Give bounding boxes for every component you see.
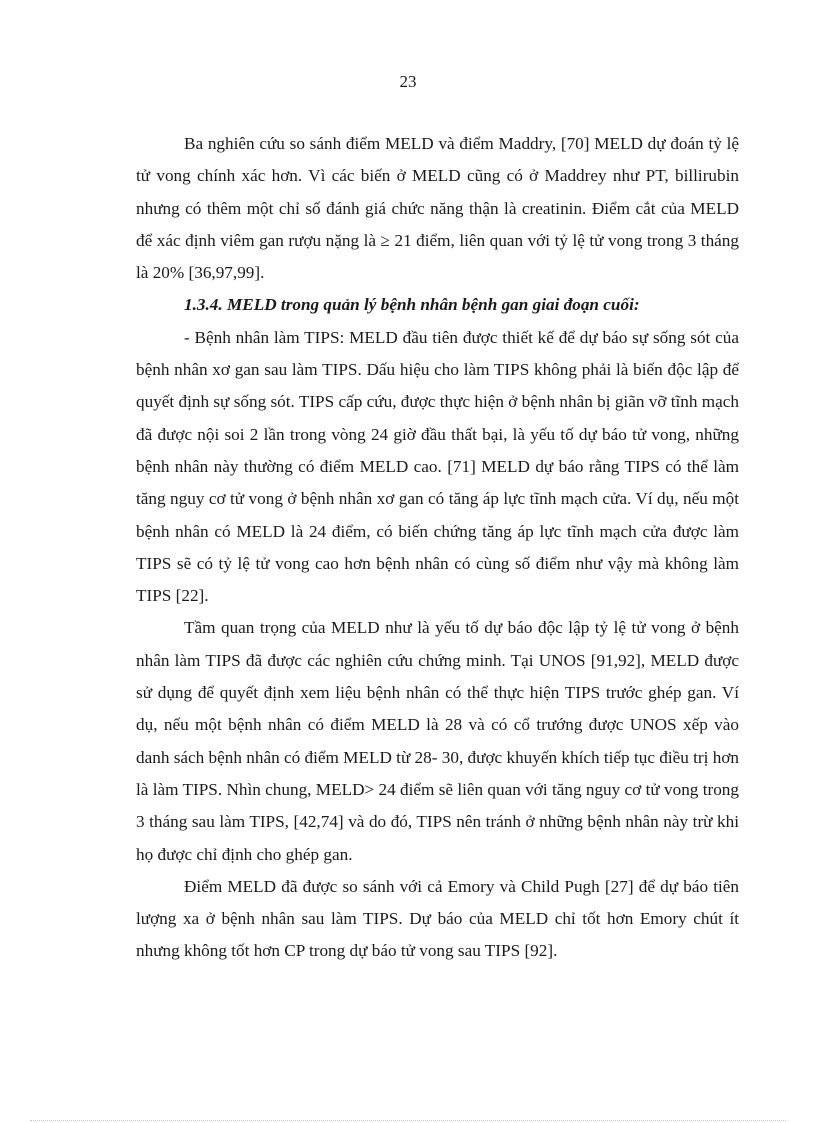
section-heading: 1.3.4. MELD trong quản lý bệnh nhân bệnh gan giai đoạn cuối: xyxy=(184,295,640,315)
paragraph-meld-vs-maddrey: Ba nghiên cứu so sánh điểm MELD và điểm Maddry, [70] MELD dự đoán tỷ lệ tử vong chính xác hơn. Vì các biến ở MELD cũng có ở Maddrey như PT, billirubin nhưng có thêm một chỉ số đánh giá chức năng thận là creatinin. Điểm cắt của MELD để xác định viêm gan rượu nặng là ≥ 21 điểm, liên quan với tỷ lệ tử vong trong 3 tháng là 20% [36,97,99]. xyxy=(136,134,739,283)
page-bottom-border xyxy=(30,1120,786,1121)
page-number: 23 xyxy=(399,72,417,91)
paragraph-meld-importance: Tầm quan trọng của MELD như là yếu tố dự báo độc lập tỷ lệ tử vong ở bệnh nhân làm TIPS đã được các nghiên cứu chứng minh. Tại UNOS [91,92], MELD được sử dụng để quyết định xem liệu bệnh nhân có thể thực hiện TIPS trước ghép gan. Ví dụ, nếu một bệnh nhân có điểm MELD là 28 và có cổ trướng được UNOS xếp vào danh sách bệnh nhân có điểm MELD từ 28- 30, được khuyến khích tiếp tục điều trị hơn là làm TIPS. Nhìn chung, MELD> 24 điểm sẽ liên quan với tăng nguy cơ tử vong trong 3 tháng sau làm TIPS, [42,74] và do đó, TIPS nên tránh ở những bệnh nhân này trừ khi họ được chỉ định cho ghép gan. xyxy=(136,618,739,864)
body-text xyxy=(136,128,739,968)
paragraph-tips-patients: - Bệnh nhân làm TIPS: MELD đầu tiên được thiết kế để dự báo sự sống sót của bệnh nhân xơ gan sau làm TIPS. Dấu hiệu cho làm TIPS không phải là biến độc lập để quyết định sự sống sót. TIPS cấp cứu, được thực hiện ở bệnh nhân bị giãn vỡ tĩnh mạch đã được nội soi 2 lần trong vòng 24 giờ đầu thất bại, là yếu tố dự báo tử vong, những bệnh nhân này thường có điểm MELD cao. [71] MELD dự báo rằng TIPS có thể làm tăng nguy cơ tử vong ở bệnh nhân xơ gan có tăng áp lực tĩnh mạch cửa. Ví dụ, nếu một bệnh nhân có MELD là 24 điểm, có biến chứng tăng áp lực tĩnh mạch cửa được làm TIPS sẽ có tỷ lệ tử vong cao hơn bệnh nhân có cùng số điểm như vậy mà không làm TIPS [22]. xyxy=(136,327,739,606)
paragraph-meld-comparison: Điểm MELD đã được so sánh với cả Emory và Child Pugh [27] để dự báo tiên lượng xa ở bệnh nhân sau làm TIPS. Dự báo của MELD chỉ tốt hơn Emory chút ít nhưng không tốt hơn CP trong dự báo tử vong sau TIPS [92]. xyxy=(136,876,739,961)
